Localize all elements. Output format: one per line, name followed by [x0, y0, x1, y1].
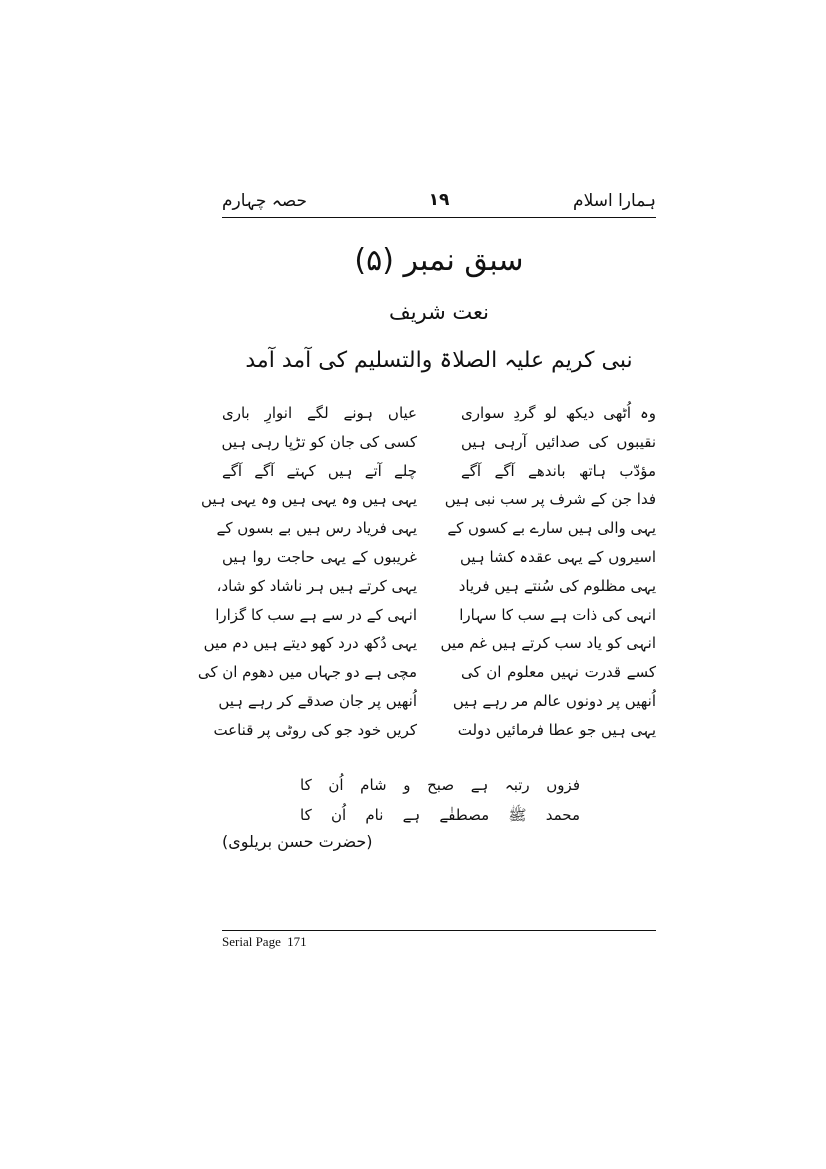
second-hemistich: انہی کے در سے ہے سب کا گزارا	[215, 605, 417, 624]
verse-couplet	[222, 400, 656, 429]
first-hemistich: اُنھیں پر دونوں عالم مر رہے ہیں	[452, 691, 656, 710]
poem-type: نعت شریف	[388, 300, 490, 324]
poem-subtitle: نبی کریم علیہ الصلاۃ والتسلیم کی آمد آمد	[245, 348, 633, 373]
second-hemistich: یہی کرتے ہیں ہر ناشاد کو شاد،	[216, 576, 417, 595]
second-hemistich: یہی فریاد رس ہیں بے بسوں کے	[216, 519, 417, 538]
verse-couplet	[222, 458, 656, 487]
poet-attribution: (حضرت حسن بریلوی)	[222, 832, 373, 851]
header-rule	[222, 217, 656, 218]
verse-couplet	[218, 688, 656, 717]
lesson-title: سبق نمبر (۵)	[354, 243, 524, 278]
verse-couplet	[222, 544, 656, 573]
second-hemistich: عیاں ہونے لگے انوارِ باری	[222, 404, 417, 422]
first-hemistich: نقیبوں کی صدائیں آرہی ہیں	[461, 432, 656, 451]
serial-label: Serial Page	[222, 934, 281, 949]
second-hemistich: اُنھیں پر جان صدقے کر رہے ہیں	[218, 691, 417, 710]
verse-list	[197, 400, 656, 746]
verse-couplet	[203, 630, 656, 659]
first-hemistich: فدا جن کے شرف پر سب نبی ہیں	[444, 490, 656, 509]
part-label: حصہ چہارم	[222, 191, 307, 211]
second-hemistich: یہی ہیں وہ یہی ہیں وہ یہی ہیں	[200, 490, 417, 509]
verse-couplet	[222, 429, 656, 458]
first-hemistich: یہی ہیں جو عطا فرمائیں دولت	[457, 720, 656, 739]
page-number: ۱۹	[428, 190, 450, 210]
first-hemistich: اسیروں کے یہی عقدہ کشا ہیں	[459, 547, 656, 566]
first-hemistich: یہی مظلوم کی سُنتے ہیں فریاد	[458, 576, 656, 595]
first-hemistich: کسے قدرت نہیں معلوم ان کی	[461, 663, 656, 682]
second-hemistich: یہی دُکھ درد کھو دیتے ہیں دم میں	[203, 634, 417, 653]
running-head	[222, 190, 656, 216]
verse-couplet	[216, 573, 656, 602]
first-hemistich: وہ اُٹھی دیکھ لو گردِ سواری	[461, 404, 656, 422]
book-title: ہمارا اسلام	[573, 191, 656, 211]
second-hemistich: مچی ہے دو جہاں میں دھوم ان کی	[197, 663, 417, 682]
closing-line: فزوں رتبہ ہے صبح و شام اُن کا	[300, 776, 580, 794]
verse-couplet	[216, 515, 656, 544]
second-hemistich: غریبوں کے یہی حاجت روا ہیں	[222, 547, 417, 566]
verse-couplet	[213, 717, 656, 746]
verse-couplet	[215, 602, 656, 631]
serial-number: 171	[287, 934, 307, 949]
verse-couplet	[197, 659, 656, 688]
first-hemistich: انہی کی ذات ہے سب کا سہارا	[459, 605, 656, 624]
second-hemistich: کریں خود جو کی روٹی پر قناعت	[213, 720, 417, 739]
serial-page	[222, 934, 310, 950]
first-hemistich: انہی کو یاد سب کرتے ہیں غم میں	[440, 634, 656, 653]
closing-line: محمد ﷺ مصطفٰے ہے نام اُن کا	[300, 806, 580, 824]
closing-couplet	[300, 772, 580, 832]
verse-couplet	[200, 486, 656, 515]
first-hemistich: یہی والی ہیں سارے بے کسوں کے	[447, 519, 656, 538]
footer-rule	[222, 930, 656, 931]
second-hemistich: کسی کی جان کو تڑپا رہی ہیں	[221, 432, 417, 451]
second-hemistich: چلے آتے ہیں کہتے آگے آگے	[222, 461, 417, 480]
first-hemistich: مؤدّب ہاتھ باندھے آگے آگے	[461, 461, 656, 480]
